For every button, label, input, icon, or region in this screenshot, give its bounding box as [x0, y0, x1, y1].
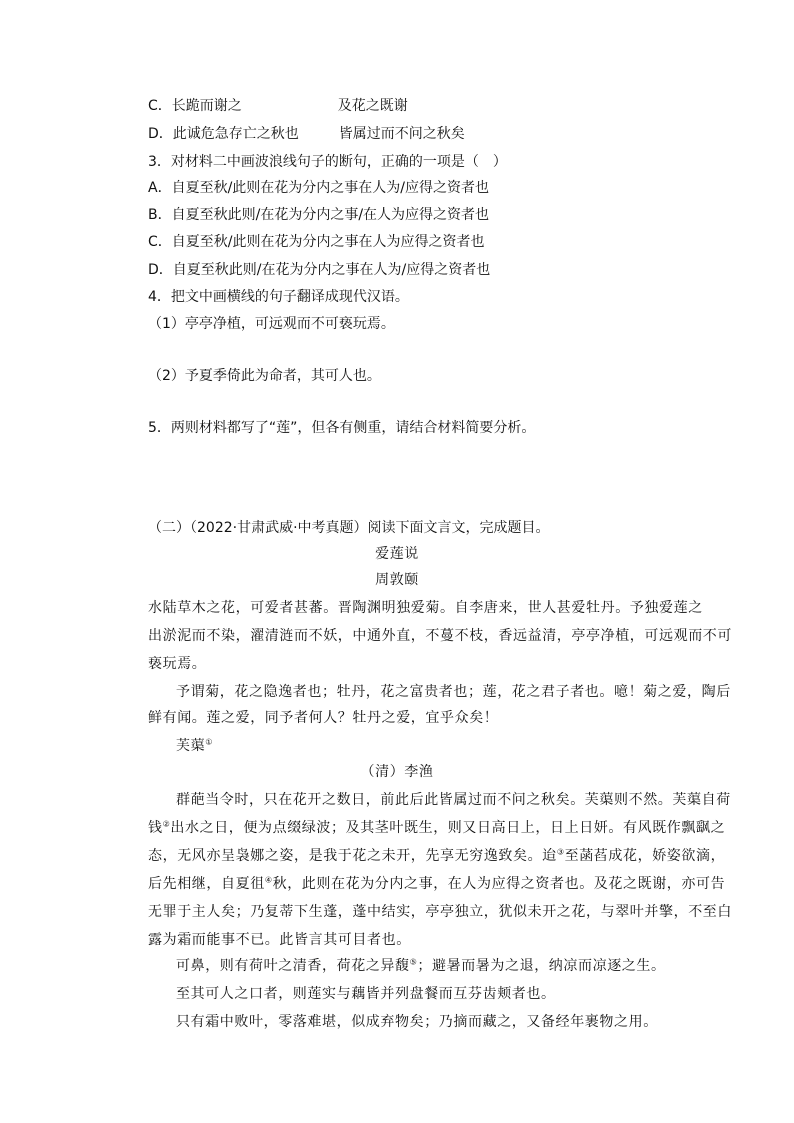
question-4-item-1: （1）亭亭净植，可远观而不可亵玩焉。: [148, 316, 395, 332]
section-2-heading: （二）（2022·甘肃武威·中考真题）阅读下面文言文，完成题目。: [148, 520, 550, 536]
option-c-right: 及花之既谢: [337, 98, 408, 114]
para-4-a: 可鼻，则有荷叶之清香，荷花之异馥: [176, 958, 410, 974]
para-3-line-2-a: 钱: [148, 820, 163, 836]
option-d-left: D．此诚危急存亡之秋也: [148, 126, 299, 142]
essay-title: 爱莲说: [375, 546, 419, 562]
question-3-option-a: A．自夏至秋/此则在花为分内之事在人为/应得之资者也: [148, 180, 490, 196]
essay-2-author: （清）李渔: [360, 764, 434, 780]
footnote-marker-4: ④: [264, 875, 273, 885]
footnote-marker-3: ③: [556, 847, 565, 857]
question-3-option-d: D．自夏至秋此则/在花为分内之事在人为/应得之资者也: [148, 262, 491, 278]
question-3: 3．对材料二中画波浪线句子的断句，正确的一项是（ ）: [148, 154, 507, 170]
para-3-line-4-b: 秋，此则在花为分内之事，在人为应得之资者也。及花之既谢，亦可告: [272, 876, 726, 892]
para-1-line-2: 出淤泥而不染，濯清涟而不妖，中通外直，不蔓不枝，香远益清，亭亭净植，可远观而不可: [148, 628, 732, 644]
para-1-line-3: 亵玩焉。: [148, 656, 207, 672]
para-3-line-2: [148, 818, 725, 838]
para-3-line-2-b: 出水之日，便为点缀绿波；及其茎叶既生，则又日高日上，日上日妍。有风既作飘飖之: [170, 820, 726, 836]
para-4: [176, 956, 666, 976]
para-4-b: ；避暑而暑为之退，纳凉而凉逐之生。: [417, 958, 666, 974]
para-3-line-1: 群葩当令时，只在花开之数日，前此后此皆属过而不问之秋矣。芙蕖则不然。芙蕖自荷: [176, 792, 731, 808]
para-3-line-4-a: 后先相继，自夏徂: [148, 876, 265, 892]
option-d-row: [148, 124, 465, 144]
question-4-item-2: （2）予夏季倚此为命者，其可人也。: [148, 368, 381, 384]
essay-2-title: [176, 736, 213, 756]
question-3-option-b: B．自夏至秋此则/在花为分内之事/在人为应得之资者也: [148, 207, 490, 223]
para-1-line-1: 水陆草木之花，可爱者甚蕃。晋陶渊明独爱菊。自李唐来，世人甚爱牡丹。予独爱莲之: [148, 600, 703, 616]
footnote-marker-1: ①: [205, 737, 213, 747]
essay-author: 周敦颐: [375, 572, 419, 588]
essay-2-title-text: 芙蕖: [176, 738, 206, 754]
para-2-line-2: 鲜有闻。莲之爱，同予者何人？牡丹之爱，宜乎众矣！: [148, 710, 499, 726]
option-d-right: 皆属过而不问之秋矣: [338, 126, 465, 142]
para-3-line-5: 无罪于主人矣；乃复蒂下生蓬，蓬中结实，亭亭独立，犹似未开之花，与翠叶并擎，不至白: [148, 904, 732, 920]
para-3-line-3-a: 态，无风亦呈袅娜之姿，是我于花之未开，先享无穷逸致矣。迨: [148, 848, 557, 864]
question-3-option-c: C．自夏至秋/此则在花为分内之事在人为应得之资者也: [148, 234, 485, 250]
para-3-line-3-b: 至菡萏成花，娇姿欲滴，: [564, 848, 726, 864]
para-3-line-4: [148, 874, 725, 894]
para-5: 至其可人之口者，则莲实与藕皆并列盘餐而互芬齿颊者也。: [176, 986, 556, 1002]
para-3-line-3: [148, 846, 725, 866]
question-5: 5．两则材料都写了“莲”，但各有侧重，请结合材料简要分析。: [148, 420, 536, 436]
option-c-row: [148, 96, 408, 116]
para-6: 只有霜中败叶，零落难堪，似成弃物矣；乃摘而藏之，又备经年裹物之用。: [176, 1014, 658, 1030]
option-c-left: C．长跪而谢之: [148, 98, 242, 114]
para-3-line-6: 露为霜而能事不已。此皆言其可目者也。: [148, 932, 411, 948]
footnote-marker-2: ②: [162, 819, 171, 829]
question-4: 4．把文中画横线的句子翻译成现代汉语。: [148, 289, 409, 305]
para-2-line-1: 予谓菊，花之隐逸者也；牡丹，花之富贵者也；莲，花之君子者也。噫！菊之爱，陶后: [176, 684, 731, 700]
footnote-marker-5: ⑤: [409, 957, 418, 967]
